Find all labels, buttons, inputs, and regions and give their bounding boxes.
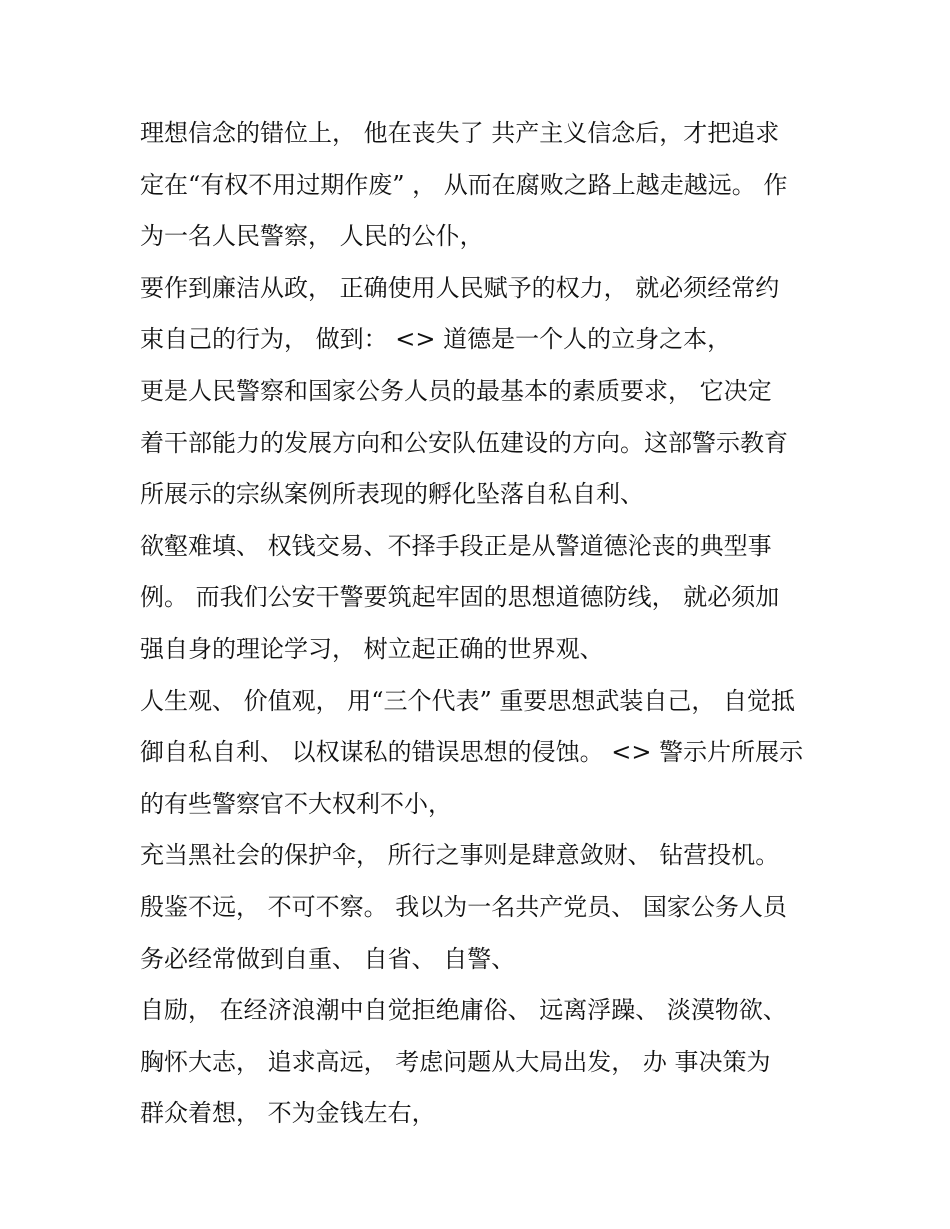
text-line: 欲壑难填、 权钱交易、不择手段正是从警道德沦丧的典型事 <box>140 531 772 560</box>
body-text <box>140 108 820 1140</box>
text-line: 强自身的理论学习， 树立起正确的世界观、 <box>140 634 604 663</box>
text-line: 要作到廉洁从政， 正确使用人民赋予的权力， 就必须经常约 <box>140 273 780 302</box>
text-line: 群众着想， 不为金钱左右， <box>140 1099 436 1128</box>
text-line: 理想信念的错位上， 他在丧失了 共产主义信念后，才把追求 <box>140 119 780 147</box>
text-line: 的有些警察官不大权利不小， <box>140 789 452 818</box>
text-line: 自励， 在经济浪潮中自觉拒绝庸俗、 远离浮躁、 淡漠物欲、 <box>140 996 787 1025</box>
text-line: 更是人民警察和国家公务人员的最基本的素质要求， 它决定 <box>140 376 772 405</box>
text-line: 定在“有权不用过期作废” ， 从而在腐败之路上越走越远。 作 <box>140 170 788 199</box>
text-line: 着干部能力的发展方向和公安队伍建设的方向。这部警示教育 <box>140 428 788 457</box>
text-line: 束自己的行为， 做到： <> 道德是一个人的立身之本， <box>140 325 732 354</box>
text-line: 务必经常做到自重、 自省、 自警、 <box>140 944 516 973</box>
text-line: 御自私自利、 以权谋私的错误思想的侵蚀。 <> 警示片所展示 <box>140 738 804 767</box>
text-line: 例。 而我们公安干警要筑起牢固的思想道德防线， 就必须加 <box>140 583 780 612</box>
text-line: 为一名人民警察， 人民的公仆， <box>140 222 484 251</box>
text-line: 充当黑社会的保护伞， 所行之事则是肆意敛财、 钻营投机。 <box>140 841 780 870</box>
text-line: 胸怀大志， 追求高远， 考虑问题从大局出发， 办 事决策为 <box>140 1047 771 1076</box>
text-line: 所展示的宗纵案例所表现的孵化坠落自私自利、 <box>140 480 644 509</box>
text-line: 人生观、 价值观， 用“三个代表” 重要思想武装自己， 自觉抵 <box>140 686 796 715</box>
text-line: 殷鉴不远， 不可不察。 我以为一名共产党员、 国家公务人员 <box>140 892 787 921</box>
